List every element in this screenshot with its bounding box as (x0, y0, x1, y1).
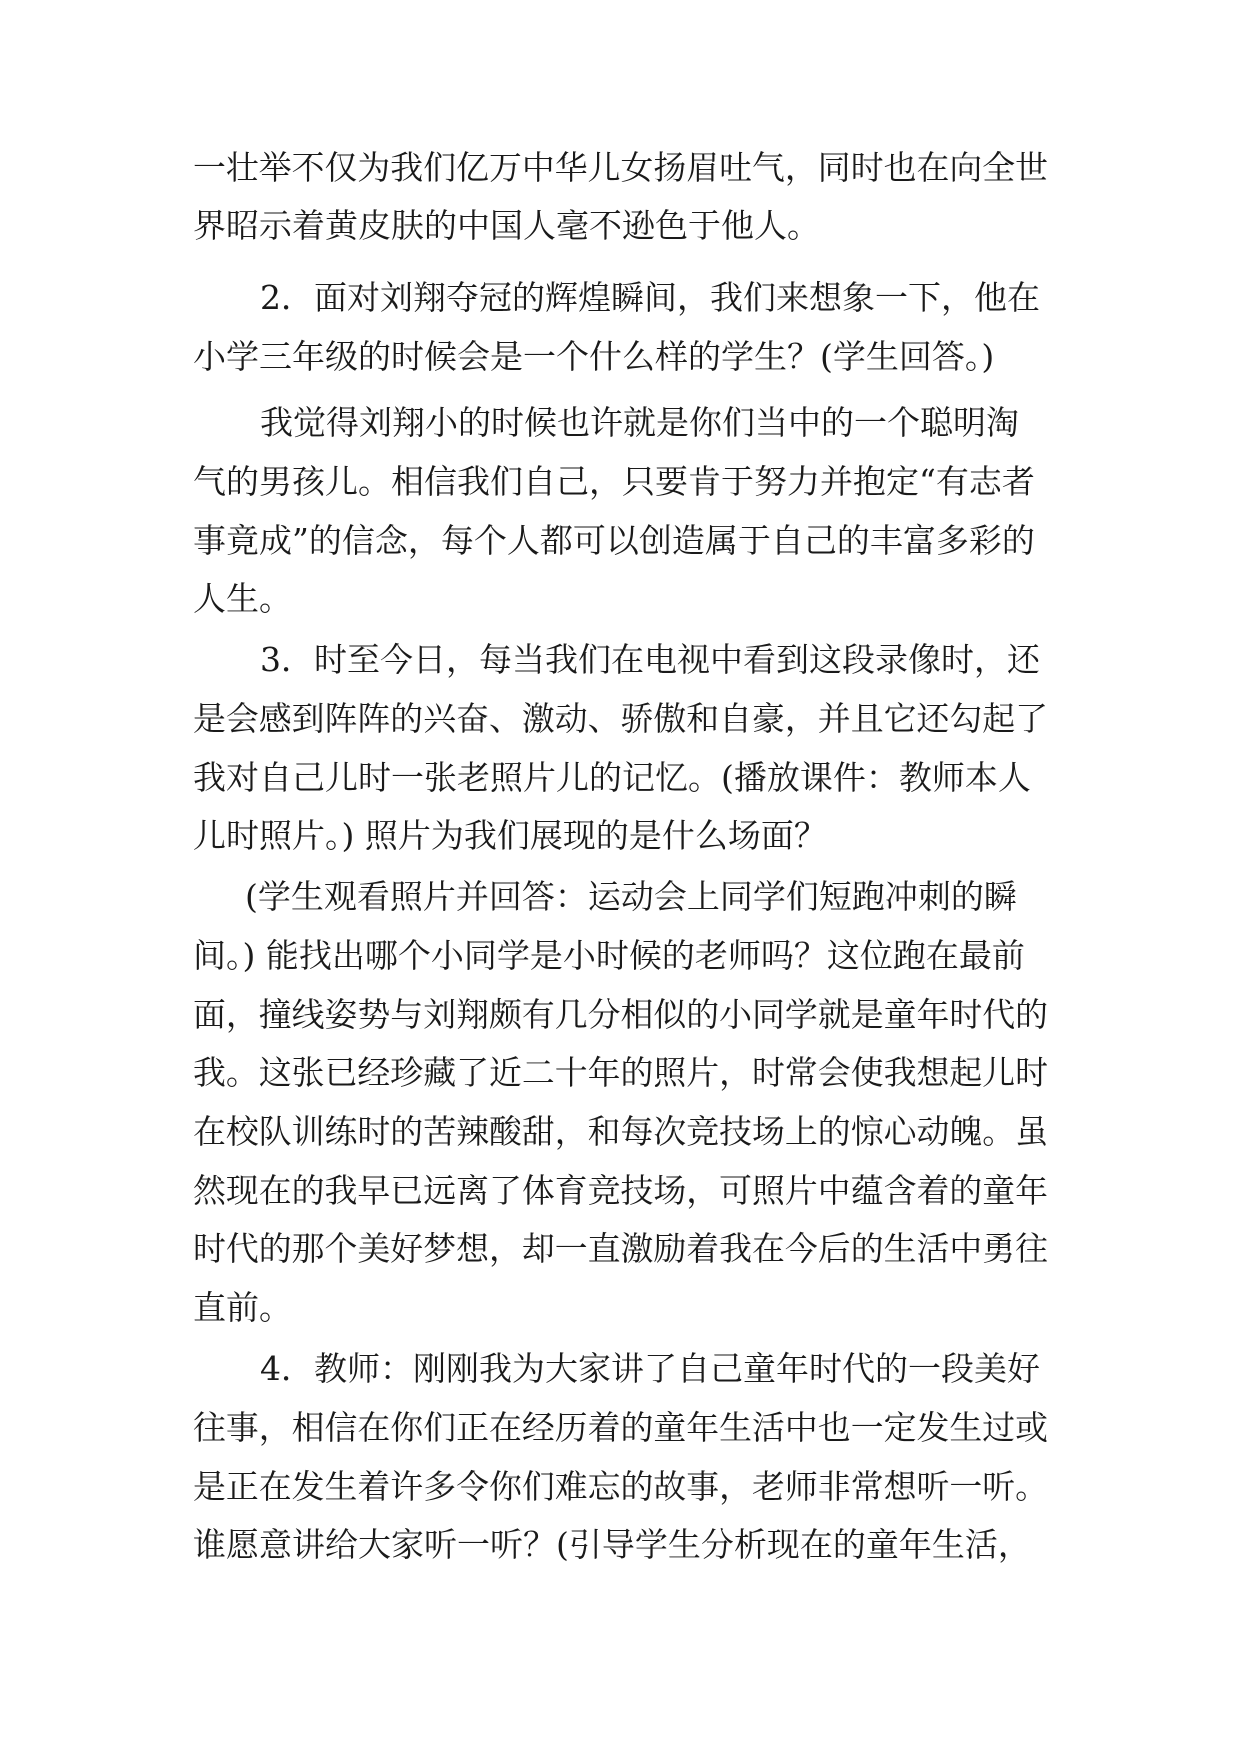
text-line-22: 往事，相信在你们正在经历着的童年生活中也一定发生过或 (193, 1408, 1048, 1447)
text-line-5: 我觉得刘翔小的时候也许就是你们当中的一个聪明淘 (260, 403, 1019, 442)
text-line-8: 人生。 (193, 579, 292, 618)
text-line-4: 小学三年级的时候会是一个什么样的学生？(学生回答。) (193, 337, 995, 376)
text-line-6: 气的男孩儿。相信我们自己，只要肯于努力并抱定“有志者 (193, 462, 1035, 501)
text-line-9: 3．时至今日，每当我们在电视中看到这段录像时，还 (260, 640, 1040, 679)
text-line-11: 我对自己儿时一张老照片儿的记忆。(播放课件：教师本人 (193, 758, 1031, 797)
text-line-19: 时代的那个美好梦想，却一直激励着我在今后的生活中勇往 (193, 1229, 1048, 1268)
text-line-12: 儿时照片。) 照片为我们展现的是什么场面？ (193, 816, 827, 855)
text-line-10: 是会感到阵阵的兴奋、激动、骄傲和自豪，并且它还勾起了 (193, 699, 1048, 738)
text-line-16: 我。这张已经珍藏了近二十年的照片，时常会使我想起儿时 (193, 1053, 1048, 1092)
text-line-24: 谁愿意讲给大家听一听？(引导学生分析现在的童年生活， (193, 1525, 1031, 1564)
text-line-13: (学生观看照片并回答：运动会上同学们短跑冲刺的瞬 (245, 877, 1017, 916)
text-line-23: 是正在发生着许多令你们难忘的故事，老师非常想听一听。 (193, 1467, 1048, 1506)
text-line-21: 4．教师：刚刚我为大家讲了自己童年时代的一段美好 (260, 1349, 1040, 1388)
text-line-7: 事竟成”的信念，每个人都可以创造属于自己的丰富多彩的 (193, 521, 1035, 560)
text-line-1: 一壮举不仅为我们亿万中华儿女扬眉吐气，同时也在向全世 (193, 148, 1048, 187)
text-line-14: 间。) 能找出哪个小同学是小时候的老师吗？这位跑在最前 (193, 936, 1025, 975)
text-line-18: 然现在的我早已远离了体育竞技场，可照片中蕴含着的童年 (193, 1171, 1048, 1210)
text-line-20: 直前。 (193, 1288, 292, 1327)
text-line-17: 在校队训练时的苦辣酸甜，和每次竞技场上的惊心动魄。虽 (193, 1112, 1048, 1151)
text-line-2: 界昭示着黄皮肤的中国人毫不逊色于他人。 (193, 206, 820, 245)
text-line-15: 面，撞线姿势与刘翔颇有几分相似的小同学就是童年时代的 (193, 995, 1048, 1034)
text-line-3: 2．面对刘翔夺冠的辉煌瞬间，我们来想象一下，他在 (260, 278, 1040, 317)
